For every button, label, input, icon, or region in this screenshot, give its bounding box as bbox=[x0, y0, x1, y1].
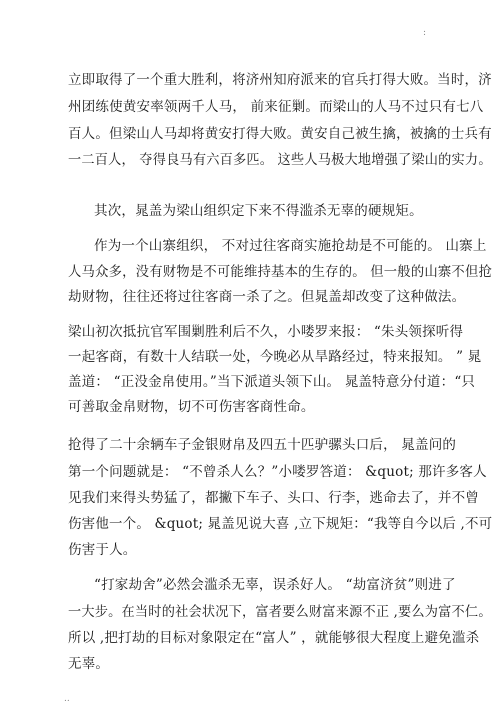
text-line: 劫财物，往往还将过往客商一杀了之。但晁盖却改变了这种做法。 bbox=[68, 289, 466, 305]
text-line: 伤害于人。 bbox=[68, 542, 137, 558]
text-line: 抢得了二十余辆车子金银财帛及四五十匹驴骡头口后， 晁盖问的 bbox=[68, 437, 457, 453]
footer-mark: .. bbox=[64, 694, 70, 704]
text-line: 作为一个山寨组织， 不对过往客商实施抢劫是不可能的。 山寨上 bbox=[94, 238, 487, 254]
text-line: 可善取金帛财物，切不可伤害客商性命。 bbox=[68, 399, 315, 415]
text-line: 无辜。 bbox=[68, 656, 110, 672]
text-line: 梁山初次抵抗官军围剿胜利后不久，小喽罗来报： “朱头领探听得 bbox=[68, 324, 464, 340]
text-line: 见我们来得头势猛了，都撇下车子、头口、行李，逃命去了，并不曾 bbox=[68, 490, 479, 506]
text-line: 盖道： “正没金帛使用。”当下派道头领下山。 晁盖特意分付道：“只 bbox=[68, 374, 476, 390]
text-line: 其次，晁盖为梁山组织定下来不得滥杀无辜的硬规矩。 bbox=[94, 203, 423, 219]
text-line: 一二百人， 夺得良马有六百多匹。 这些人马极大地增强了梁山的实力。 bbox=[68, 152, 492, 168]
text-line: 百人。但梁山人马却将黄安打得大败。黄安自己被生擒，被擒的士兵有 bbox=[68, 126, 492, 142]
text-line: 州团练使黄安率领两千人马， 前来征剿。而梁山的人马不过只有七八 bbox=[68, 99, 484, 115]
text-line: 一大步。在当时的社会状况下，富者要么财富来源不正 ,要么为富不仁。 bbox=[68, 604, 492, 620]
text-line: 所以 ,把打劫的目标对象限定在“富人” ，就能够很大程度上避免滥杀 bbox=[68, 630, 480, 646]
text-line: 立即取得了一个重大胜利，将济州知府派来的官兵打得大败。当时，济 bbox=[68, 72, 492, 88]
text-line: 第一个问题就是： “不曾杀人么？”小喽罗答道： &quot; 那许多客人 bbox=[68, 464, 487, 480]
header-mark: : bbox=[423, 28, 427, 38]
text-line: 伤害他一个。 &quot; 晁盖见说大喜 ,立下规矩：“我等自今以后 ,不可 bbox=[68, 516, 493, 532]
text-line: “打家劫舍”必然会滥杀无辜，误杀好人。 “劫富济贫”则进了 bbox=[94, 577, 456, 593]
text-line: 一起客商，有数十人结联一处，今晚必从旱路经过，特来报知。 ” 晁 bbox=[68, 349, 482, 365]
text-line: 人马众多，没有财物是不可能维持基本的生存的。 但一般的山寨不但抢 bbox=[68, 264, 493, 280]
